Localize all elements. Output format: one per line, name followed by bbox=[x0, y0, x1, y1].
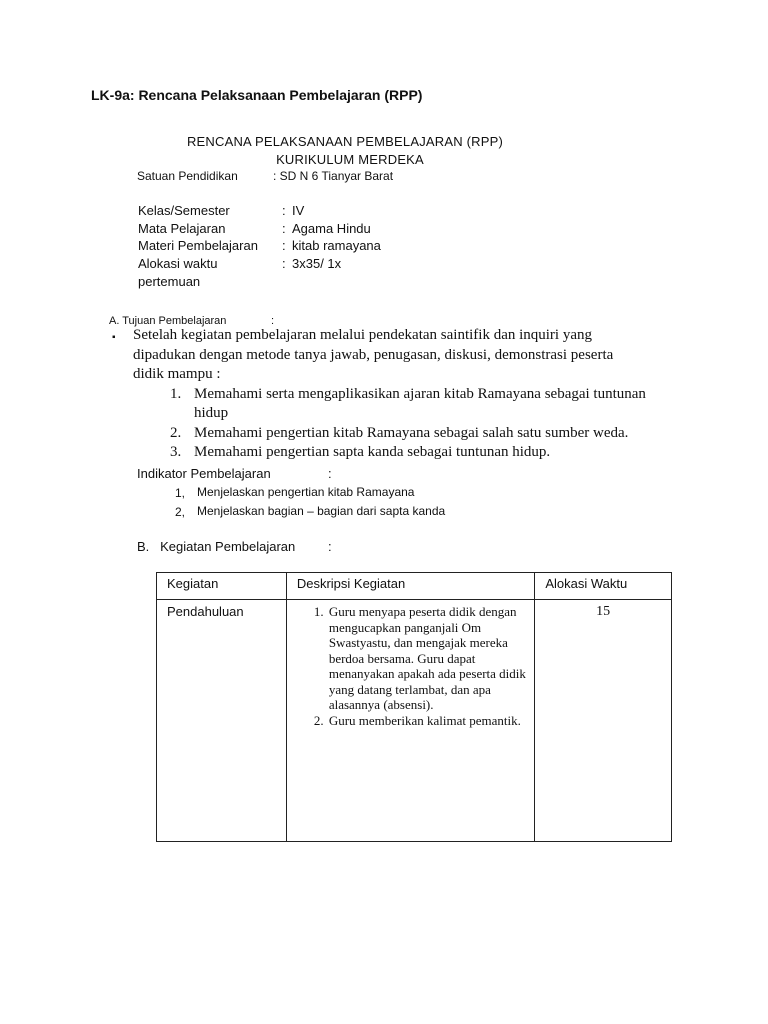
indikator-item-number: 2, bbox=[175, 505, 186, 519]
mata-pelajaran-colon: : bbox=[282, 221, 286, 236]
satuan-pendidikan-value: : SD N 6 Tianyar Barat bbox=[273, 169, 394, 183]
square-bullet-icon: ▪ bbox=[112, 332, 116, 343]
tujuan-heading: A. Tujuan Pembelajaran bbox=[109, 315, 227, 327]
tujuan-item-number: 1. bbox=[170, 386, 182, 402]
tujuan-item-number: 2. bbox=[170, 425, 182, 441]
table-row bbox=[157, 600, 672, 842]
table-header-cell: Alokasi Waktu bbox=[535, 573, 672, 600]
tujuan-intro-line: didik mampu : bbox=[133, 366, 221, 382]
mata-pelajaran-label: Mata Pelajaran bbox=[138, 221, 226, 236]
indikator-item-text: Menjelaskan pengertian kitab Ramayana bbox=[197, 485, 415, 499]
deskripsi-item: 1. Guru menyapa peserta didik dengan mengucapkan panganjali Om Swastyastu, dan mengajak mereka berdoa bersama. Guru dapat menanyakan apakah ada peserta didik yang datang terlambat, dan apa alasannya (absensi). bbox=[327, 604, 527, 713]
kegiatan-colon: : bbox=[328, 539, 332, 554]
kegiatan-table bbox=[156, 572, 672, 842]
materi-pembelajaran-value: kitab ramayana bbox=[292, 238, 381, 253]
indikator-item-number: 1, bbox=[175, 486, 186, 500]
indikator-colon: : bbox=[328, 466, 332, 481]
alokasi-waktu-label: Alokasi waktu bbox=[138, 256, 218, 271]
table-header-cell: Deskripsi Kegiatan bbox=[286, 573, 535, 600]
tujuan-item-text: hidup bbox=[194, 405, 229, 421]
materi-pembelajaran-colon: : bbox=[282, 238, 286, 253]
materi-pembelajaran-label: Materi Pembelajaran bbox=[138, 238, 258, 253]
rpp-heading: RENCANA PELAKSANAAN PEMBELAJARAN (RPP) bbox=[186, 134, 504, 149]
kurikulum-heading: KURIKULUM MERDEKA bbox=[276, 152, 424, 167]
kegiatan-cell: Pendahuluan bbox=[157, 600, 287, 842]
kelas-semester-colon: : bbox=[282, 203, 286, 218]
kegiatan-heading: B. Kegiatan Pembelajaran bbox=[137, 539, 296, 554]
tujuan-intro-line: dipadukan dengan metode tanya jawab, penugasan, diskusi, demonstrasi peserta bbox=[133, 347, 614, 363]
tujuan-colon: : bbox=[271, 315, 275, 327]
alokasi-waktu-continuation: pertemuan bbox=[138, 274, 201, 289]
table-header-cell: Kegiatan bbox=[157, 573, 287, 600]
alokasi-waktu-colon: : bbox=[282, 256, 286, 271]
table-header-row bbox=[157, 573, 672, 600]
mata-pelajaran-value: Agama Hindu bbox=[292, 221, 371, 236]
deskripsi-item: 2. Guru memberikan kalimat pemantik. bbox=[327, 713, 527, 729]
tujuan-intro-line: Setelah kegiatan pembelajaran melalui pendekatan saintifik dan inquiri yang bbox=[133, 327, 593, 343]
deskripsi-cell bbox=[286, 600, 535, 842]
document-title: LK-9a: Rencana Pelaksanaan Pembelajaran (RPP) bbox=[91, 87, 423, 103]
satuan-pendidikan-label: Satuan Pendidikan bbox=[137, 169, 238, 183]
kelas-semester-value: IV bbox=[292, 203, 305, 218]
indikator-item-text: Menjelaskan bagian – bagian dari sapta kanda bbox=[197, 504, 446, 518]
tujuan-item-text: Memahami serta mengaplikasikan ajaran kitab Ramayana sebagai tuntunan bbox=[194, 386, 646, 402]
alokasi-cell: 15 bbox=[535, 600, 672, 842]
alokasi-waktu-value: 3x35/ 1x bbox=[292, 256, 342, 271]
tujuan-item-number: 3. bbox=[170, 444, 182, 460]
indikator-label: Indikator Pembelajaran bbox=[137, 466, 271, 481]
tujuan-item-text: Memahami pengertian kitab Ramayana sebagai salah satu sumber weda. bbox=[194, 425, 629, 441]
kelas-semester-label: Kelas/Semester bbox=[138, 203, 230, 218]
tujuan-item-text: Memahami pengertian sapta kanda sebagai tuntunan hidup. bbox=[194, 444, 551, 460]
